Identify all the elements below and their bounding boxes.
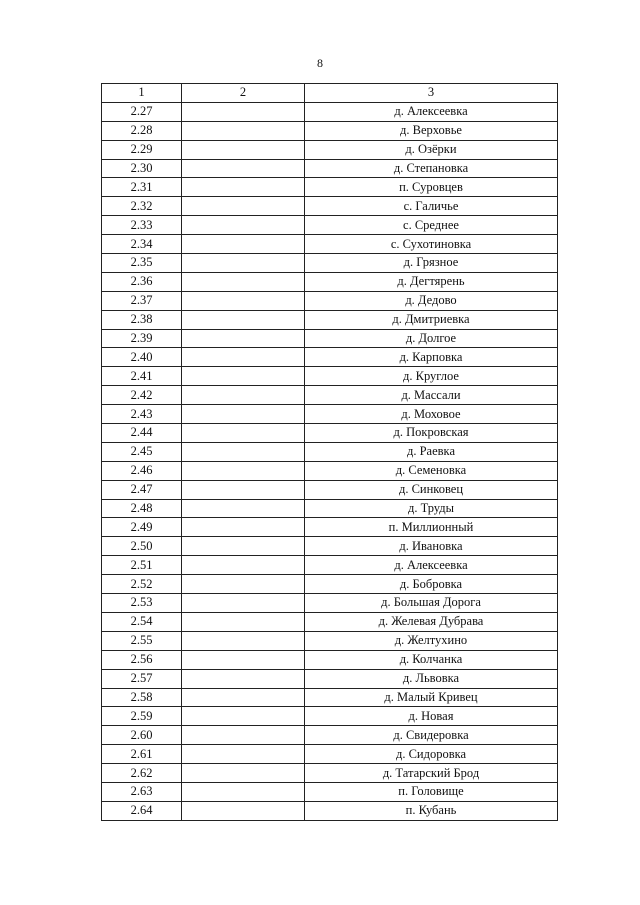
- column-2-cell: [182, 782, 305, 801]
- row-number-cell: 2.44: [102, 424, 182, 443]
- table-row: [102, 594, 558, 613]
- table-row: [102, 556, 558, 575]
- row-number-cell: 2.29: [102, 140, 182, 159]
- column-2-cell: [182, 121, 305, 140]
- column-2-cell: [182, 348, 305, 367]
- table-header-row: [102, 84, 558, 103]
- settlement-name-cell: д. Большая Дорога: [305, 594, 558, 613]
- settlement-name-cell: д. Синковец: [305, 480, 558, 499]
- column-2-cell: [182, 707, 305, 726]
- table-row: [102, 480, 558, 499]
- column-2-cell: [182, 537, 305, 556]
- settlement-name-cell: д. Труды: [305, 499, 558, 518]
- table-row: [102, 688, 558, 707]
- settlement-name-cell: д. Дегтярень: [305, 272, 558, 291]
- column-2-cell: [182, 556, 305, 575]
- column-2-cell: [182, 424, 305, 443]
- table-row: [102, 669, 558, 688]
- column-2-cell: [182, 140, 305, 159]
- row-number-cell: 2.45: [102, 442, 182, 461]
- table-row: [102, 801, 558, 820]
- row-number-cell: 2.57: [102, 669, 182, 688]
- settlement-name-cell: д. Озёрки: [305, 140, 558, 159]
- settlement-name-cell: п. Суровцев: [305, 178, 558, 197]
- table-row: [102, 216, 558, 235]
- column-2-cell: [182, 159, 305, 178]
- row-number-cell: 2.43: [102, 405, 182, 424]
- column-2-cell: [182, 197, 305, 216]
- table-row: [102, 782, 558, 801]
- table-row: [102, 745, 558, 764]
- row-number-cell: 2.49: [102, 518, 182, 537]
- row-number-cell: 2.32: [102, 197, 182, 216]
- table-row: [102, 537, 558, 556]
- settlement-name-cell: д. Круглое: [305, 367, 558, 386]
- column-2-cell: [182, 726, 305, 745]
- table-row: [102, 726, 558, 745]
- column-header-3: 3: [305, 84, 558, 103]
- settlement-name-cell: п. Миллионный: [305, 518, 558, 537]
- column-2-cell: [182, 102, 305, 121]
- table-body: [102, 102, 558, 820]
- column-2-cell: [182, 442, 305, 461]
- column-2-cell: [182, 235, 305, 254]
- column-2-cell: [182, 480, 305, 499]
- settlement-name-cell: д. Алексеевка: [305, 556, 558, 575]
- settlement-name-cell: д. Алексеевка: [305, 102, 558, 121]
- row-number-cell: 2.50: [102, 537, 182, 556]
- row-number-cell: 2.47: [102, 480, 182, 499]
- table-row: [102, 518, 558, 537]
- column-2-cell: [182, 612, 305, 631]
- column-2-cell: [182, 650, 305, 669]
- column-2-cell: [182, 631, 305, 650]
- table-row: [102, 575, 558, 594]
- table-row: [102, 764, 558, 783]
- row-number-cell: 2.40: [102, 348, 182, 367]
- page-number: 8: [317, 56, 323, 70]
- column-2-cell: [182, 405, 305, 424]
- column-2-cell: [182, 386, 305, 405]
- row-number-cell: 2.61: [102, 745, 182, 764]
- settlement-name-cell: д. Бобровка: [305, 575, 558, 594]
- settlement-name-cell: д. Массали: [305, 386, 558, 405]
- row-number-cell: 2.41: [102, 367, 182, 386]
- column-header-1: 1: [102, 84, 182, 103]
- table-row: [102, 499, 558, 518]
- settlement-name-cell: д. Дедово: [305, 291, 558, 310]
- settlement-name-cell: с. Сухотиновка: [305, 235, 558, 254]
- table-row: [102, 442, 558, 461]
- column-2-cell: [182, 575, 305, 594]
- settlement-name-cell: д. Желевая Дубрава: [305, 612, 558, 631]
- column-2-cell: [182, 669, 305, 688]
- table-row: [102, 367, 558, 386]
- row-number-cell: 2.58: [102, 688, 182, 707]
- column-2-cell: [182, 764, 305, 783]
- settlement-name-cell: д. Степановка: [305, 159, 558, 178]
- table-row: [102, 291, 558, 310]
- table-row: [102, 121, 558, 140]
- table-row: [102, 310, 558, 329]
- row-number-cell: 2.63: [102, 782, 182, 801]
- settlement-name-cell: д. Львовка: [305, 669, 558, 688]
- row-number-cell: 2.30: [102, 159, 182, 178]
- settlement-name-cell: с. Галичье: [305, 197, 558, 216]
- row-number-cell: 2.36: [102, 272, 182, 291]
- row-number-cell: 2.37: [102, 291, 182, 310]
- column-2-cell: [182, 178, 305, 197]
- column-2-cell: [182, 367, 305, 386]
- row-number-cell: 2.35: [102, 254, 182, 273]
- column-2-cell: [182, 291, 305, 310]
- table-row: [102, 461, 558, 480]
- column-header-2: 2: [182, 84, 305, 103]
- row-number-cell: 2.39: [102, 329, 182, 348]
- column-2-cell: [182, 745, 305, 764]
- settlement-name-cell: д. Малый Кривец: [305, 688, 558, 707]
- settlement-name-cell: д. Свидеровка: [305, 726, 558, 745]
- row-number-cell: 2.48: [102, 499, 182, 518]
- row-number-cell: 2.60: [102, 726, 182, 745]
- table-row: [102, 631, 558, 650]
- column-2-cell: [182, 272, 305, 291]
- row-number-cell: 2.33: [102, 216, 182, 235]
- table-row: [102, 140, 558, 159]
- settlement-name-cell: д. Моховое: [305, 405, 558, 424]
- column-2-cell: [182, 329, 305, 348]
- settlement-name-cell: д. Сидоровка: [305, 745, 558, 764]
- table-row: [102, 102, 558, 121]
- table-row: [102, 348, 558, 367]
- row-number-cell: 2.53: [102, 594, 182, 613]
- row-number-cell: 2.64: [102, 801, 182, 820]
- row-number-cell: 2.55: [102, 631, 182, 650]
- table-row: [102, 178, 558, 197]
- settlement-name-cell: п. Кубань: [305, 801, 558, 820]
- row-number-cell: 2.38: [102, 310, 182, 329]
- row-number-cell: 2.52: [102, 575, 182, 594]
- table-row: [102, 197, 558, 216]
- row-number-cell: 2.46: [102, 461, 182, 480]
- table-row: [102, 707, 558, 726]
- column-2-cell: [182, 594, 305, 613]
- table-row: [102, 405, 558, 424]
- settlement-name-cell: д. Семеновка: [305, 461, 558, 480]
- column-2-cell: [182, 688, 305, 707]
- settlement-name-cell: д. Татарский Брод: [305, 764, 558, 783]
- column-2-cell: [182, 254, 305, 273]
- row-number-cell: 2.56: [102, 650, 182, 669]
- row-number-cell: 2.34: [102, 235, 182, 254]
- settlement-name-cell: д. Верховье: [305, 121, 558, 140]
- table-row: [102, 612, 558, 631]
- table-row: [102, 272, 558, 291]
- settlement-name-cell: д. Колчанка: [305, 650, 558, 669]
- row-number-cell: 2.31: [102, 178, 182, 197]
- column-2-cell: [182, 801, 305, 820]
- row-number-cell: 2.27: [102, 102, 182, 121]
- settlement-name-cell: д. Карповка: [305, 348, 558, 367]
- row-number-cell: 2.51: [102, 556, 182, 575]
- row-number-cell: 2.59: [102, 707, 182, 726]
- row-number-cell: 2.62: [102, 764, 182, 783]
- column-2-cell: [182, 216, 305, 235]
- settlement-name-cell: п. Головище: [305, 782, 558, 801]
- settlement-name-cell: д. Долгое: [305, 329, 558, 348]
- settlement-name-cell: с. Среднее: [305, 216, 558, 235]
- settlement-name-cell: д. Дмитриевка: [305, 310, 558, 329]
- row-number-cell: 2.42: [102, 386, 182, 405]
- column-2-cell: [182, 310, 305, 329]
- table-row: [102, 254, 558, 273]
- column-2-cell: [182, 499, 305, 518]
- table-row: [102, 329, 558, 348]
- table-row: [102, 159, 558, 178]
- settlements-table: [101, 83, 558, 821]
- settlement-name-cell: д. Ивановка: [305, 537, 558, 556]
- column-2-cell: [182, 461, 305, 480]
- settlement-name-cell: д. Раевка: [305, 442, 558, 461]
- settlement-name-cell: д. Покровская: [305, 424, 558, 443]
- settlement-name-cell: д. Новая: [305, 707, 558, 726]
- table-row: [102, 235, 558, 254]
- row-number-cell: 2.28: [102, 121, 182, 140]
- table-row: [102, 424, 558, 443]
- table-row: [102, 386, 558, 405]
- column-2-cell: [182, 518, 305, 537]
- settlement-name-cell: д. Желтухино: [305, 631, 558, 650]
- row-number-cell: 2.54: [102, 612, 182, 631]
- table-row: [102, 650, 558, 669]
- settlement-name-cell: д. Грязное: [305, 254, 558, 273]
